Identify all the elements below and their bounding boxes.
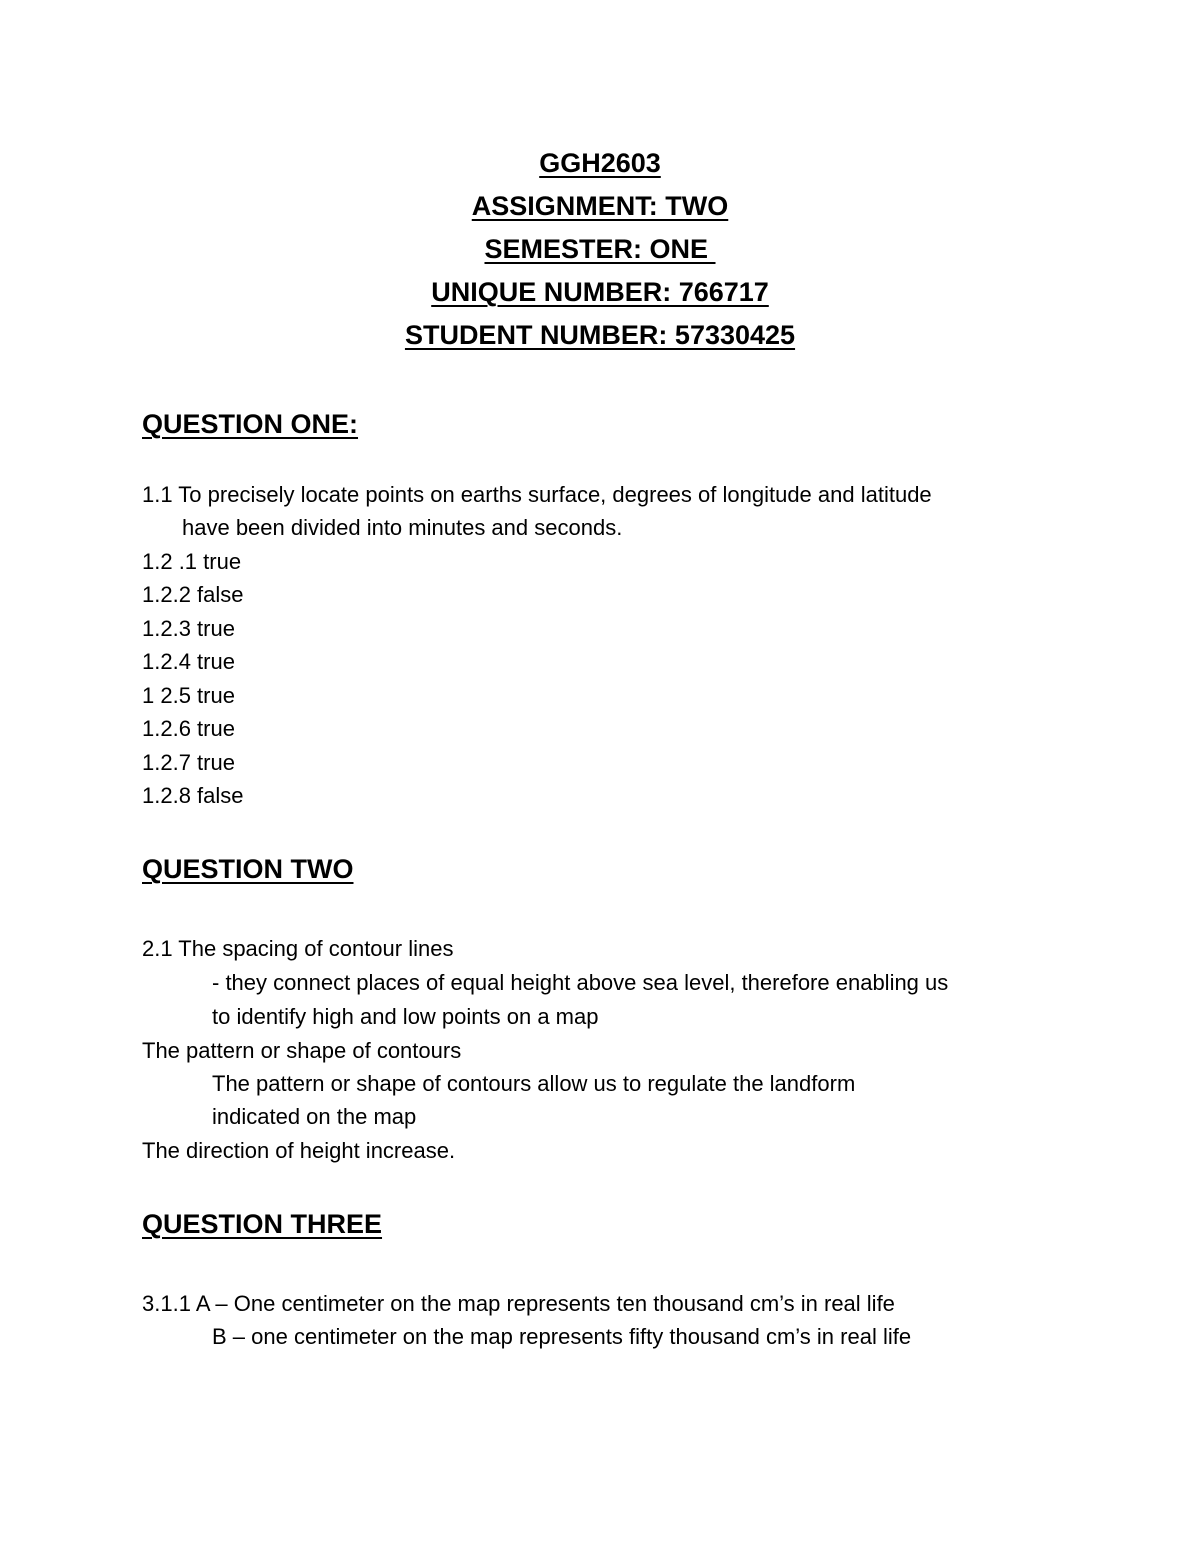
answer-1-1-line-2: have been divided into minutes and seconds. — [182, 515, 623, 540]
answer-1-1-line-1: 1.1 To precisely locate points on earths surface, degrees of longitude and latitude — [142, 482, 932, 507]
contour-spacing-line-1: - they connect places of equal height above sea level, therefore enabling us — [212, 970, 949, 995]
question-one-title: QUESTION ONE: — [142, 409, 359, 439]
semester-label: SEMESTER: ONE — [484, 234, 716, 264]
course-code: GGH2603 — [539, 148, 661, 178]
document-header — [0, 142, 1200, 357]
answer-1-2-4: 1.2.4 true — [142, 649, 235, 674]
answer-1-2-7: 1.2.7 true — [142, 750, 235, 775]
unique-number: UNIQUE NUMBER: 766717 — [431, 277, 769, 307]
answer-1-2-8: 1.2.8 false — [142, 783, 244, 808]
answer-3-1-1-b: B – one centimeter on the map represents fifty thousand cm’s in real life — [212, 1324, 912, 1349]
question-three-title: QUESTION THREE — [142, 1209, 383, 1239]
answer-1-2-5: 1 2.5 true — [142, 683, 235, 708]
contour-pattern-line-1: The pattern or shape of contours allow us to regulate the landform — [212, 1071, 856, 1096]
answer-1-2-6: 1.2.6 true — [142, 716, 235, 741]
answer-1-2-1: 1.2 .1 true — [142, 549, 242, 574]
contour-spacing-line-2: to identify high and low points on a map — [212, 1004, 599, 1029]
answer-1-2-3: 1.2.3 true — [142, 616, 235, 641]
height-direction: The direction of height increase. — [142, 1138, 456, 1163]
answer-2-1: 2.1 The spacing of contour lines — [142, 936, 454, 961]
contour-pattern-line-2: indicated on the map — [212, 1104, 417, 1129]
assignment-label: ASSIGNMENT: TWO — [471, 191, 729, 221]
student-number: STUDENT NUMBER: 57330425 — [404, 320, 796, 350]
contour-pattern-heading: The pattern or shape of contours — [142, 1038, 462, 1063]
question-two-title: QUESTION TWO — [142, 854, 354, 884]
answer-1-2-2: 1.2.2 false — [142, 582, 244, 607]
answer-3-1-1-a: 3.1.1 A – One centimeter on the map represents ten thousand cm’s in real life — [142, 1291, 895, 1316]
